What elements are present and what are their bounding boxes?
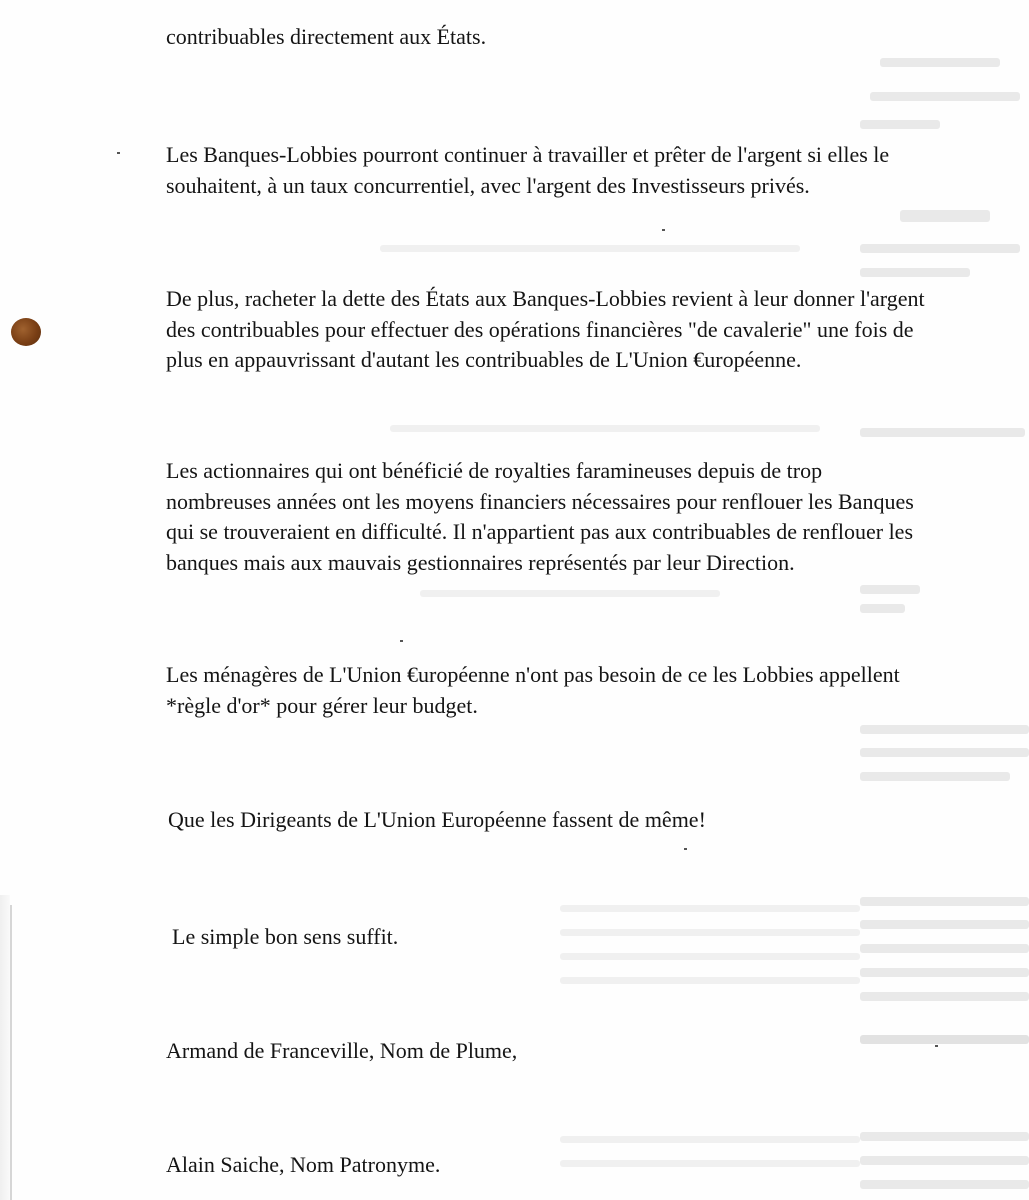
paragraph: Le simple bon sens suffit. bbox=[172, 924, 399, 949]
scan-speck bbox=[117, 152, 120, 154]
show-through-line bbox=[560, 977, 860, 984]
paragraph: Les Banques-Lobbies pourront continuer à travailler et prêter de l'argent si elles le souhaitent, à un taux concurrentiel, avec l'argent des Investisseurs privés. bbox=[166, 142, 890, 198]
paragraph: De plus, racheter la dette des États aux Banques-Lobbies revient à leur donner l'argent des contribuables pour effectuer des opérations financières "de cavalerie" une fois de plus en appauvrissant d'autant les contribuables de L'Union €uropéenne. bbox=[166, 286, 925, 372]
show-through-line bbox=[560, 1136, 860, 1143]
show-through-line bbox=[390, 425, 820, 432]
show-through-line bbox=[420, 590, 720, 597]
ink-stain bbox=[11, 318, 41, 346]
show-through-line bbox=[560, 905, 860, 912]
show-through-line bbox=[380, 245, 800, 252]
page-edge-shadow bbox=[0, 895, 10, 1200]
show-through-line bbox=[560, 953, 860, 960]
paragraph: Que les Dirigeants de L'Union Européenne fassent de même! bbox=[168, 807, 706, 832]
signature-real-name: Alain Saiche, Nom Patronyme. bbox=[166, 1152, 441, 1177]
paragraph: Les actionnaires qui ont bénéficié de royalties faramineuses depuis de trop nombreuses années ont les moyens financiers nécessaires pour renflouer les Banques qui se trouveraient en difficulté. Il n'appartient pas aux contribuables de renflouer les banques mais aux mauvais gestionnaires représentés par leur Direction. bbox=[166, 458, 914, 575]
scan-speck bbox=[684, 848, 687, 850]
paragraph: contribuables directement aux États. bbox=[166, 24, 487, 49]
scan-speck bbox=[662, 229, 665, 231]
page-fold-line bbox=[10, 905, 12, 1200]
scan-speck bbox=[400, 640, 403, 642]
signature-pen-name: Armand de Franceville, Nom de Plume, bbox=[166, 1038, 518, 1063]
paragraph: Les ménagères de L'Union €uropéenne n'ont pas besoin de ce les Lobbies appellent *règle d'or* pour gérer leur budget. bbox=[166, 662, 900, 718]
